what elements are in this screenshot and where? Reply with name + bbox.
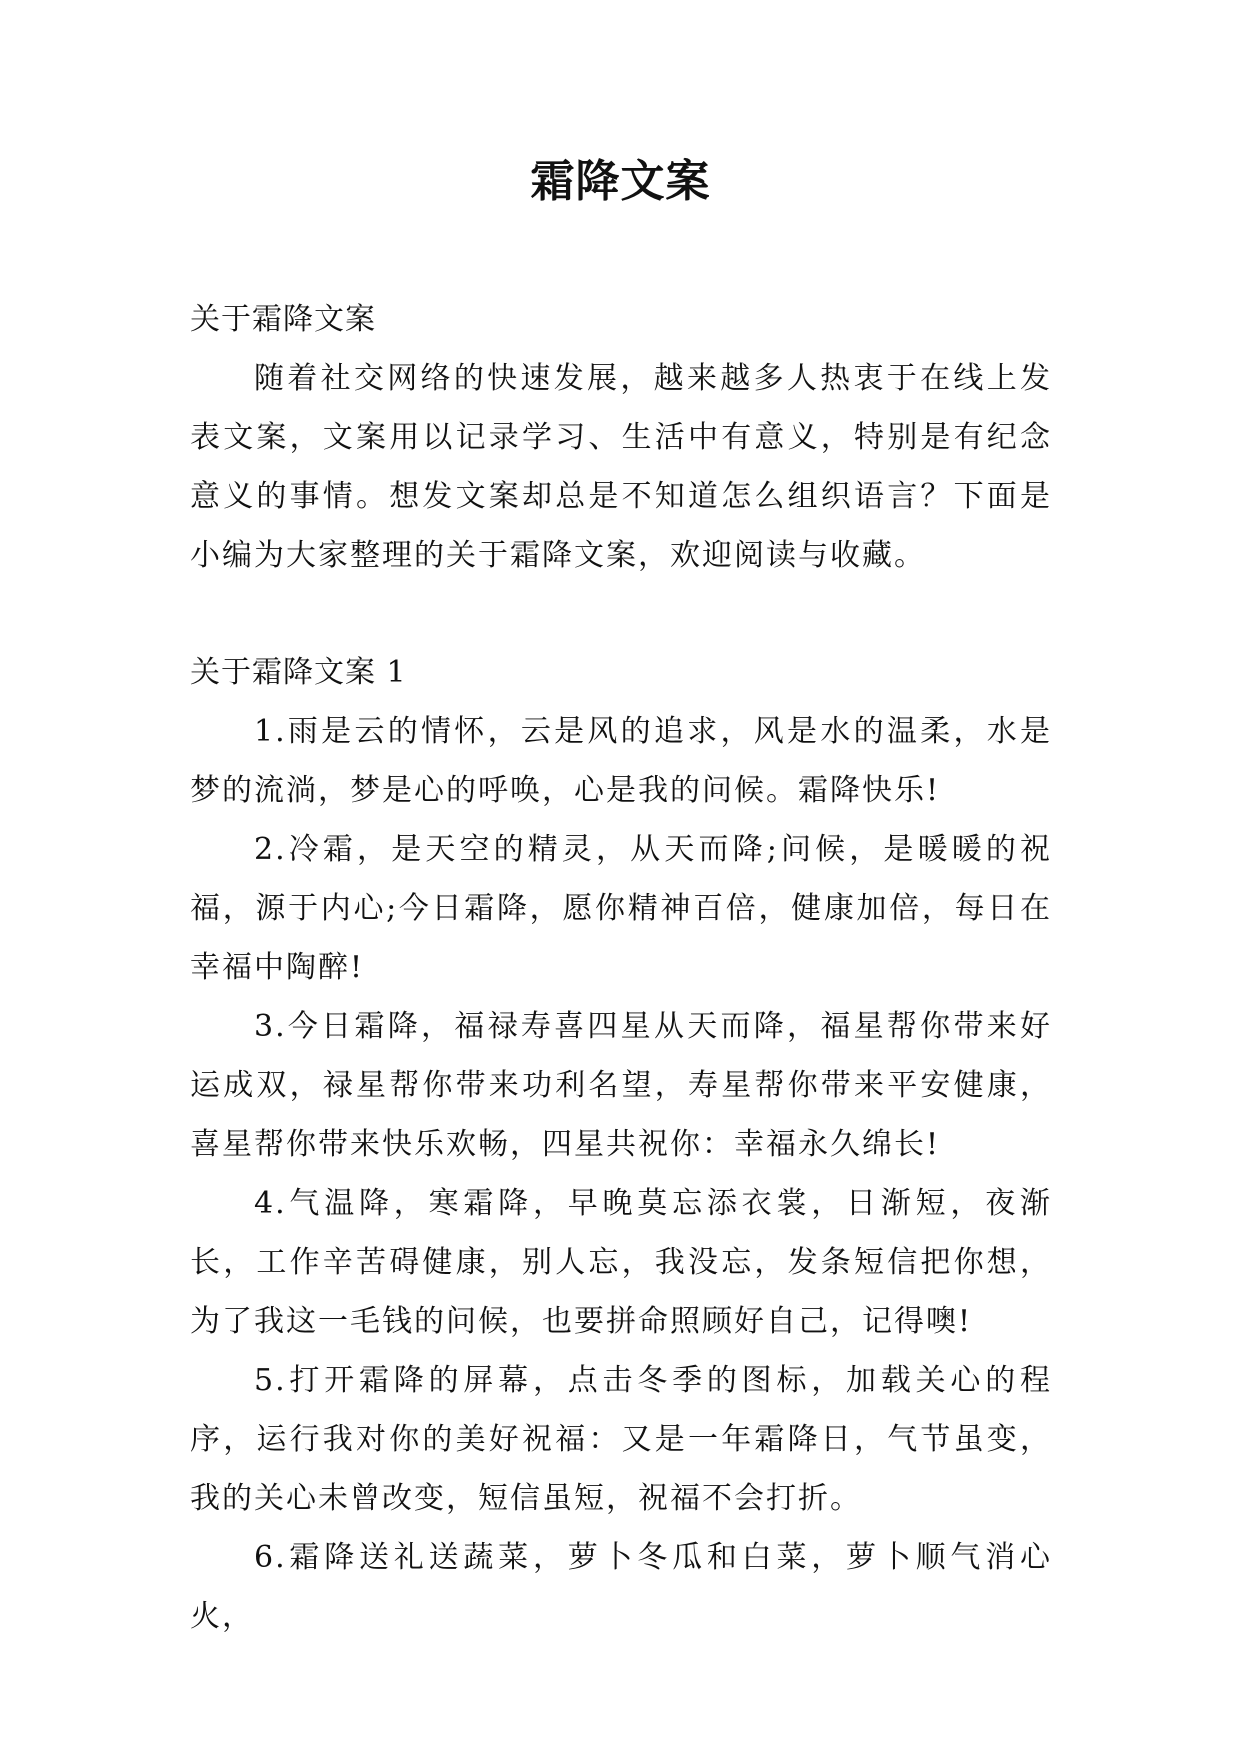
intro-paragraph: 随着社交网络的快速发展，越来越多人热衷于在线上发表文案，文案用以记录学习、生活中有意义，特别是有纪念意义的事情。想发文案却总是不知道怎么组织语言？下面是小编为大家整理的关于霜降文案，欢迎阅读与收藏。	[190, 361, 1052, 573]
intro-heading: 关于霜降文案	[190, 302, 376, 337]
list-item: 2.冷霜，是天空的精灵，从天而降;问候，是暖暖的祝福，源于内心;今日霜降，愿你精神百倍，健康加倍，每日在幸福中陶醉!	[190, 832, 1052, 985]
list-item: 4.气温降，寒霜降，早晚莫忘添衣裳，日渐短，夜渐长，工作辛苦碍健康，别人忘，我没忘，发条短信把你想，为了我这一毛钱的问候，也要拼命照顾好自己，记得噢!	[190, 1186, 1052, 1339]
document-body	[190, 290, 1052, 1646]
list-item: 1.雨是云的情怀，云是风的追求，风是水的温柔，水是梦的流淌，梦是心的呼唤，心是我的问候。霜降快乐!	[190, 714, 1052, 808]
section-heading: 关于霜降文案 1	[190, 655, 407, 690]
list-item: 5.打开霜降的屏幕，点击冬季的图标，加载关心的程序，运行我对你的美好祝福：又是一年霜降日，气节虽变，我的关心未曾改变，短信虽短，祝福不会打折。	[190, 1363, 1052, 1516]
document-title: 霜降文案	[530, 156, 711, 207]
section-spacer	[190, 585, 1052, 643]
list-item: 3.今日霜降，福禄寿喜四星从天而降，福星帮你带来好运成双，禄星帮你带来功利名望，寿星帮你带来平安健康，喜星帮你带来快乐欢畅，四星共祝你：幸福永久绵长!	[190, 1009, 1052, 1162]
list-item: 6.霜降送礼送蔬菜，萝卜冬瓜和白菜，萝卜顺气消心火，	[190, 1540, 1052, 1634]
